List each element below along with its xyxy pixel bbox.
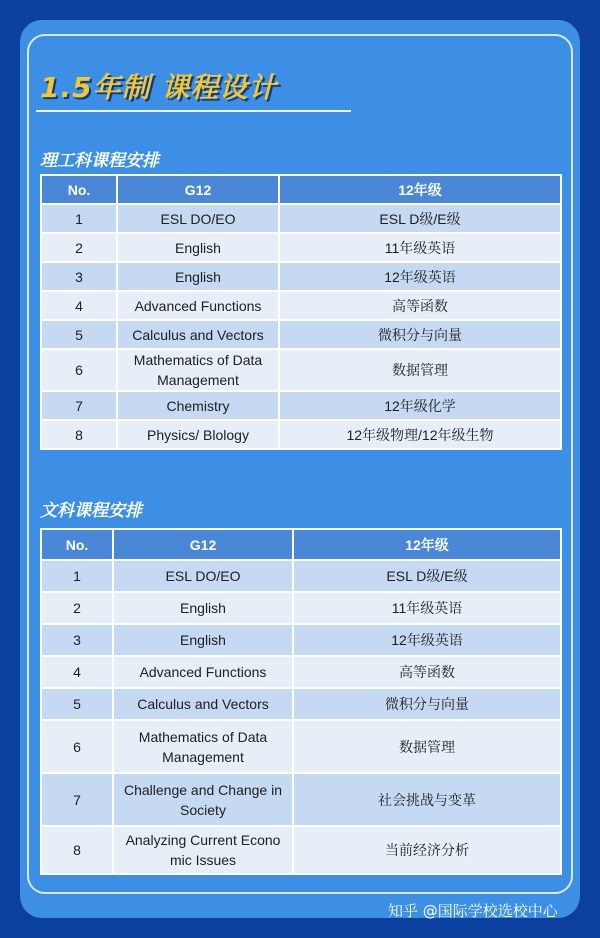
cell-course: ESL DO/EO [117,204,279,233]
header-grade12: 12年级 [279,175,561,204]
cell-chinese: 数据管理 [293,720,561,773]
cell-no: 4 [41,291,117,320]
cell-course: Chemistry [117,391,279,420]
table-header-row [41,529,561,560]
cell-chinese: 12年级物理/12年级生物 [279,420,561,449]
table-row [41,420,561,449]
cell-course: English [113,592,293,624]
table-row [41,560,561,592]
cell-course: Mathematics of Data Management [117,349,279,391]
cell-chinese: 11年级英语 [293,592,561,624]
science-course-table [40,174,562,450]
header-grade12: 12年级 [293,529,561,560]
table-header-row [41,175,561,204]
title-underline [36,110,351,112]
cell-chinese: 12年级英语 [293,624,561,656]
header-g12: G12 [117,175,279,204]
table-row [41,656,561,688]
cell-chinese: 微积分与向量 [293,688,561,720]
cell-no: 5 [41,688,113,720]
cell-no: 6 [41,720,113,773]
zhihu-watermark: 知乎 @国际学校选校中心 [388,902,558,920]
cell-chinese: ESL D级/E级 [279,204,561,233]
cell-no: 2 [41,233,117,262]
header-g12: G12 [113,529,293,560]
cell-chinese: 11年级英语 [279,233,561,262]
table-row [41,826,561,874]
section-title-humanities: 文科课程安排 [40,501,142,521]
cell-course: English [113,624,293,656]
section-title-science: 理工科课程安排 [40,151,159,171]
header-no: No. [41,529,113,560]
table-row [41,291,561,320]
cell-course: English [117,262,279,291]
cell-course: Calculus and Vectors [113,688,293,720]
cell-no: 8 [41,826,113,874]
table-row [41,624,561,656]
cell-chinese: 微积分与向量 [279,320,561,349]
table-row [41,720,561,773]
table-row [41,349,561,391]
table-row [41,262,561,291]
cell-course: Advanced Functions [117,291,279,320]
table-row [41,592,561,624]
cell-course: Analyzing Current Econo mic Issues [113,826,293,874]
cell-chinese: 数据管理 [279,349,561,391]
cell-chinese: 高等函数 [279,291,561,320]
cell-course: Physics/ Blology [117,420,279,449]
page-title: 1.5年制 课程设计 [40,71,278,104]
cell-no: 5 [41,320,117,349]
cell-no: 4 [41,656,113,688]
table-row [41,773,561,826]
cell-course: Calculus and Vectors [117,320,279,349]
cell-course: ESL DO/EO [113,560,293,592]
table-row [41,204,561,233]
table-row [41,391,561,420]
cell-chinese: 12年级化学 [279,391,561,420]
humanities-course-table [40,528,562,875]
cell-no: 7 [41,391,117,420]
cell-no: 7 [41,773,113,826]
cell-course: Mathematics of Data Management [113,720,293,773]
cell-chinese: ESL D级/E级 [293,560,561,592]
cell-no: 2 [41,592,113,624]
cell-course: Advanced Functions [113,656,293,688]
table-row [41,320,561,349]
table-row [41,233,561,262]
cell-course: English [117,233,279,262]
cell-chinese: 12年级英语 [279,262,561,291]
cell-chinese: 高等函数 [293,656,561,688]
cell-course: Challenge and Change in Society [113,773,293,826]
cell-no: 8 [41,420,117,449]
cell-no: 1 [41,560,113,592]
cell-chinese: 社会挑战与变革 [293,773,561,826]
cell-no: 6 [41,349,117,391]
header-no: No. [41,175,117,204]
cell-no: 3 [41,262,117,291]
cell-chinese: 当前经济分析 [293,826,561,874]
table-row [41,688,561,720]
cell-no: 3 [41,624,113,656]
cell-no: 1 [41,204,117,233]
